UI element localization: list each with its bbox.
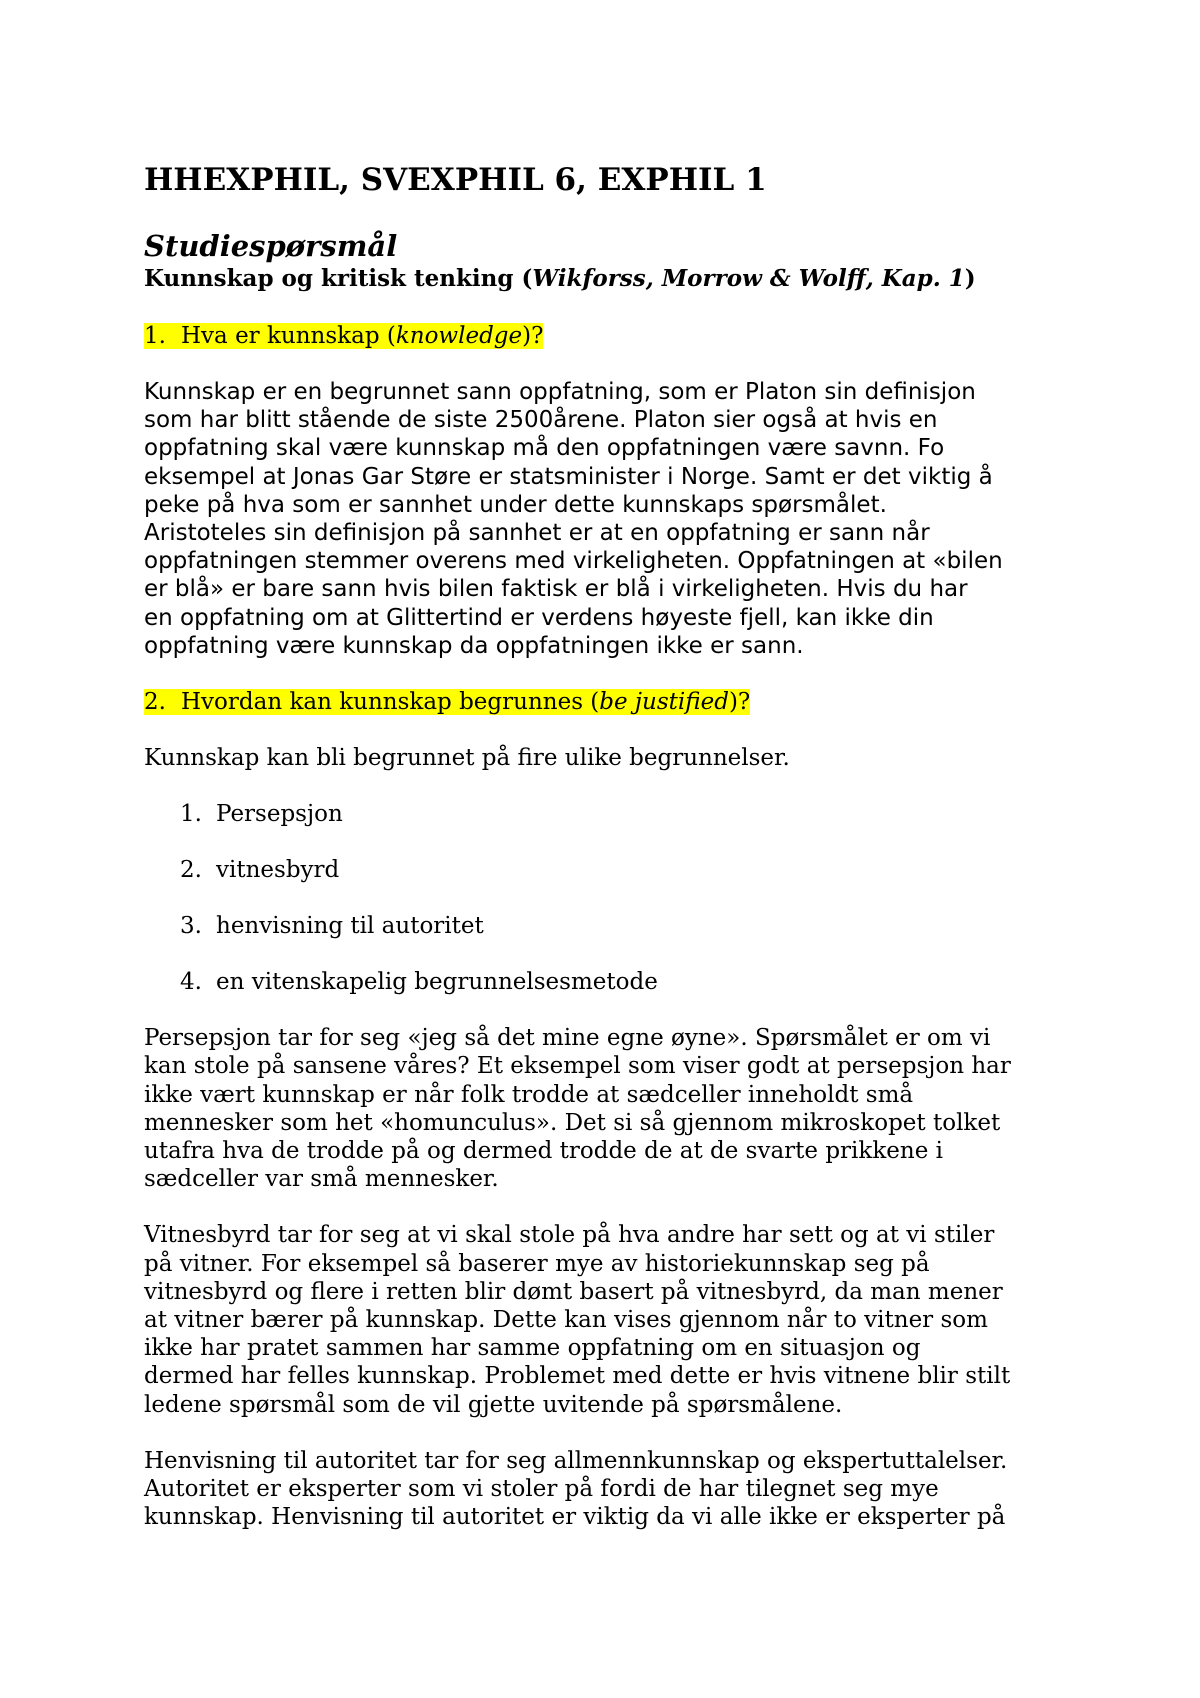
paragraph-5 [144, 1447, 1074, 1532]
question-2-highlight [144, 689, 750, 715]
list-item-label: Persepsjon [216, 801, 343, 828]
paragraph-3-line: mennesker som het «homunculus». Det si så gjennom mikroskopet tolket [144, 1109, 1001, 1136]
list-item-label: vitnesbyrd [216, 857, 340, 884]
list-item-number: 1. [180, 801, 202, 828]
question-1 [144, 322, 1074, 350]
paragraph-1 [144, 378, 1074, 660]
paragraph-4-line: dermed har felles kunnskap. Problemet med dette er hvis vitnene blir stilt [144, 1363, 1011, 1390]
paragraph-1-line: er blå» er bare sann hvis bilen faktisk er blå i virkeligheten. Hvis du har [144, 576, 968, 603]
paragraph-1-line: oppfatning skal være kunnskap må den oppfatningen være savnn. Fo [144, 435, 945, 462]
paragraph-1-line: eksempel at Jonas Gar Støre er statsminister i Norge. Samt er det viktig å [144, 463, 993, 490]
paragraph-1-line: peke på hva som er sannhet under dette kunnskaps spørsmålet. [144, 491, 887, 518]
paragraph-2 [144, 744, 1074, 772]
paragraph-4-line: ledene spørsmål som de vil gjette uvitende på spørsmålene. [144, 1391, 843, 1418]
list-item-label: en vitenskapelig begrunnelsesmetode [216, 969, 658, 996]
question-2-number: 2. [144, 689, 166, 716]
question-1-before: Hva er kunnskap ( [181, 323, 396, 349]
list-item [144, 800, 1074, 828]
topic-source: Wikforss, Morrow & Wolff, Kap. 1 [532, 265, 965, 292]
paragraph-4-line: at vitner bærer på kunnskap. Dette kan vises gjennom når to vitner som [144, 1307, 988, 1334]
topic-prefix: Kunnskap og kritisk tenking ( [144, 265, 533, 292]
paragraph-1-line: Kunnskap er en begrunnet sann oppfatning, som er Platon sin definisjon [144, 379, 976, 405]
topic-heading [144, 264, 1074, 294]
paragraph-4-line: Vitnesbyrd tar for seg at vi skal stole på hva andre har sett og at vi stiler [144, 1222, 995, 1249]
question-1-after: )? [522, 323, 544, 349]
document-page [144, 160, 1074, 1559]
paragraph-3-line: utafra hva de trodde på og dermed trodde de at de svarte prikkene i [144, 1138, 943, 1165]
paragraph-5-line: Autoritet er eksperter som vi stoler på fordi de har tilegnet seg mye [144, 1476, 939, 1503]
paragraph-1-line: en oppfatning om at Glittertind er verdens høyeste fjell, kan ikke din [144, 604, 934, 631]
list-item [144, 912, 1074, 940]
paragraph-3-line: kan stole på sansene våres? Et eksempel som viser godt at persepsjon har [144, 1053, 1011, 1080]
document-subtitle: Studiespørsmål [144, 229, 398, 263]
paragraph-2-line: Kunnskap kan bli begrunnet på fire ulike begrunnelser. [144, 745, 790, 772]
paragraph-1-line: som har blitt stående de siste 2500årene. Platon sier også at hvis en [144, 407, 938, 434]
list-item [144, 856, 1074, 884]
question-2-before: Hvordan kan kunnskap begrunnes ( [181, 689, 600, 716]
paragraph-3-line: ikke vært kunnskap er når folk trodde at sædceller inneholdt små [144, 1081, 914, 1108]
paragraph-4-line: ikke har pratet sammen har samme oppfatning om en situasjon og [144, 1335, 921, 1362]
paragraph-1-line: Aristoteles sin definisjon på sannhet er at en oppfatning er sann når [144, 520, 930, 547]
question-2-term: be justified [599, 689, 729, 716]
paragraph-5-line: Henvisning til autoritet tar for seg allmennkunnskap og ekspertuttalelser. [144, 1447, 1008, 1474]
list-item-number: 4. [180, 969, 202, 996]
paragraph-1-line: oppfatning være kunnskap da oppfatningen ikke er sann. [144, 632, 804, 659]
paragraph-4 [144, 1221, 1074, 1418]
list-item-number: 3. [180, 913, 202, 940]
paragraph-4-line: vitnesbyrd og flere i retten blir dømt basert på vitnesbyrd, da man mener [144, 1278, 1003, 1305]
paragraph-5-line: kunnskap. Henvisning til autoritet er viktig da vi alle ikke er eksperter på [144, 1504, 1006, 1531]
list-item-number: 2. [180, 857, 202, 884]
topic-suffix: ) [964, 265, 976, 292]
paragraph-3-line: sædceller var små mennesker. [144, 1166, 499, 1193]
list-item-label: henvisning til autoritet [216, 913, 484, 940]
question-1-number: 1. [144, 323, 166, 349]
justification-list [144, 800, 1074, 996]
paragraph-3 [144, 1024, 1074, 1193]
paragraph-4-line: på vitner. For eksempel så baserer mye av historiekunnskap seg på [144, 1250, 930, 1277]
paragraph-1-line: oppfatningen stemmer overens med virkeligheten. Oppfatningen at «bilen [144, 548, 1003, 575]
question-1-term: knowledge [395, 323, 523, 349]
question-2 [144, 688, 1074, 716]
question-2-after: )? [728, 689, 751, 716]
document-title: HHEXPHIL, SVEXPHIL 6, EXPHIL 1 [144, 162, 767, 198]
paragraph-3-line: Persepsjon tar for seg «jeg så det mine egne øyne». Spørsmålet er om vi [144, 1025, 991, 1052]
question-1-highlight [144, 323, 543, 349]
list-item [144, 968, 1074, 996]
